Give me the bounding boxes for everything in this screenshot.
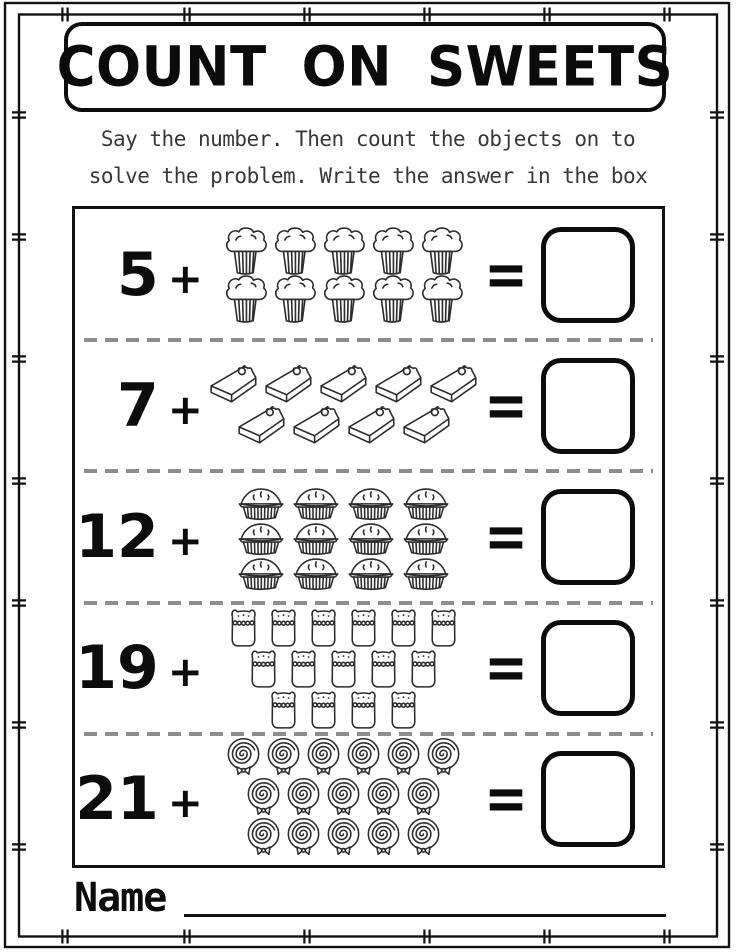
instructions-line-2: solve the problem. Write the answer in the box xyxy=(88,164,648,188)
cake-slice-icon xyxy=(427,364,479,407)
muffin-icon xyxy=(369,226,415,276)
cake-slice-icon xyxy=(345,405,397,448)
answer-box[interactable] xyxy=(541,751,635,847)
muffin-icon xyxy=(271,226,317,276)
marshmallow-icon xyxy=(325,646,362,690)
pie-icon xyxy=(345,484,397,521)
problem-row xyxy=(75,605,662,732)
equals-sign: = xyxy=(484,369,528,442)
marshmallow-icon xyxy=(305,687,342,731)
answer-box[interactable] xyxy=(541,620,635,716)
problem-lhs xyxy=(75,502,203,572)
equals-sign: = xyxy=(484,763,528,836)
equals-sign: = xyxy=(484,632,528,705)
pie-icon xyxy=(235,519,287,556)
sweets-row xyxy=(222,226,464,276)
pie-icon xyxy=(235,554,287,591)
sweets-group xyxy=(203,484,483,591)
pie-icon xyxy=(290,554,342,591)
cake-slice-icon xyxy=(207,364,259,407)
problem-row xyxy=(75,211,662,338)
sweets-row xyxy=(235,554,452,591)
marshmallow-icon xyxy=(285,646,322,690)
pie-icon xyxy=(290,484,342,521)
sweets-group xyxy=(203,364,483,448)
cake-slice-icon xyxy=(400,405,452,448)
pie-icon xyxy=(400,484,452,521)
name-section xyxy=(74,875,666,921)
muffin-icon xyxy=(418,274,464,324)
marshmallow-icon xyxy=(225,605,262,649)
plus-sign: + xyxy=(167,384,203,434)
muffin-icon xyxy=(222,274,268,324)
name-write-line[interactable] xyxy=(184,878,666,917)
problems-box xyxy=(72,206,665,868)
sweets-row xyxy=(235,484,452,521)
lollipop-icon xyxy=(405,816,442,862)
sweets-group xyxy=(203,736,483,862)
cake-slice-icon xyxy=(262,364,314,407)
problem-lhs xyxy=(75,633,203,704)
muffin-icon xyxy=(369,274,415,324)
cake-slice-icon xyxy=(290,405,342,448)
muffin-icon xyxy=(222,226,268,276)
lollipop-icon xyxy=(325,816,362,862)
marshmallow-icon xyxy=(345,687,382,731)
marshmallow-icon xyxy=(365,646,402,690)
sweets-row xyxy=(245,816,442,862)
answer-box[interactable] xyxy=(541,227,635,323)
pie-icon xyxy=(345,519,397,556)
problem-row xyxy=(75,473,662,600)
marshmallow-icon xyxy=(385,605,422,649)
plus-sign: + xyxy=(167,516,203,565)
sweets-row xyxy=(235,405,452,448)
worksheet-title: COUNT ON SWEETS xyxy=(56,35,674,99)
answer-box[interactable] xyxy=(541,358,635,454)
muffin-icon xyxy=(320,226,366,276)
equals-sign: = xyxy=(484,238,528,311)
marshmallow-icon xyxy=(265,687,302,731)
sweets-row xyxy=(265,687,422,731)
pie-icon xyxy=(400,519,452,556)
problem-row xyxy=(75,342,662,469)
marshmallow-icon xyxy=(305,605,342,649)
sweets-row xyxy=(235,519,452,556)
marshmallow-icon xyxy=(405,646,442,690)
marshmallow-icon xyxy=(265,605,302,649)
problem-lhs xyxy=(75,764,203,835)
sweets-group xyxy=(203,605,483,731)
cake-slice-icon xyxy=(372,364,424,407)
sweets-group xyxy=(203,226,483,324)
marshmallow-icon xyxy=(385,687,422,731)
sweets-row xyxy=(207,364,479,407)
lollipop-icon xyxy=(245,816,282,862)
sweets-row xyxy=(222,274,464,324)
addend-number: 5 xyxy=(117,239,159,310)
cake-slice-icon xyxy=(317,364,369,407)
marshmallow-icon xyxy=(345,605,382,649)
plus-sign: + xyxy=(167,253,203,303)
pie-icon xyxy=(235,484,287,521)
marshmallow-icon xyxy=(245,646,282,690)
problem-lhs xyxy=(75,370,203,441)
plus-sign: + xyxy=(167,778,203,828)
pie-icon xyxy=(290,519,342,556)
title-banner xyxy=(56,22,674,112)
addend-number: 12 xyxy=(75,502,159,572)
lollipop-icon xyxy=(285,816,322,862)
problem-row xyxy=(75,736,662,863)
plus-sign: + xyxy=(167,647,203,697)
instructions-text xyxy=(0,121,736,195)
addend-number: 7 xyxy=(117,370,159,441)
pie-icon xyxy=(400,554,452,591)
sweets-row xyxy=(225,605,462,649)
cake-slice-icon xyxy=(235,405,287,448)
addend-number: 19 xyxy=(75,633,159,704)
pie-icon xyxy=(345,554,397,591)
instructions-line-1: Say the number. Then count the objects on to xyxy=(100,127,636,151)
marshmallow-icon xyxy=(425,605,462,649)
addend-number: 21 xyxy=(75,764,159,835)
problem-lhs xyxy=(75,239,203,310)
name-label: Name xyxy=(74,875,167,921)
answer-box[interactable] xyxy=(541,489,635,585)
muffin-icon xyxy=(418,226,464,276)
equals-sign: = xyxy=(484,501,528,573)
muffin-icon xyxy=(271,274,317,324)
sweets-row xyxy=(245,646,442,690)
muffin-icon xyxy=(320,274,366,324)
lollipop-icon xyxy=(365,816,402,862)
